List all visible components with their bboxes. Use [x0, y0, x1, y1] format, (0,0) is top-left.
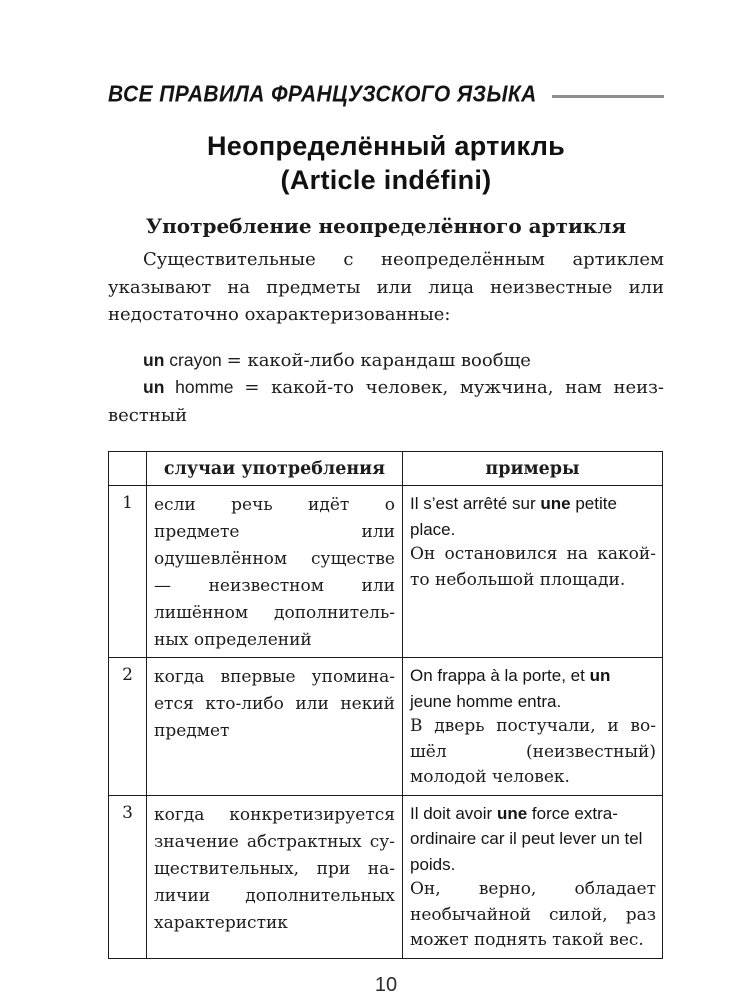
- row-number: 1: [109, 486, 147, 658]
- fr-text: jeune homme entra.: [410, 691, 562, 711]
- case-description: когда конкретизируется значение абстрактных существительных, при наличии дополнительных характеристик: [147, 795, 403, 958]
- page-header: [108, 82, 664, 108]
- article-bold: un: [143, 377, 165, 397]
- usage-table: [108, 451, 663, 959]
- fr-text: Il doit avoir: [410, 803, 497, 823]
- header-rule: [552, 95, 664, 98]
- table-row: [109, 486, 663, 658]
- page-title: [108, 129, 664, 197]
- article-bold: un: [143, 349, 165, 370]
- fr-text: petite place.: [410, 494, 617, 539]
- article-bold: une: [496, 803, 528, 823]
- french-sentence: [410, 491, 656, 542]
- russian-gloss: = какой-либо карандаш вообще: [226, 349, 531, 371]
- header-cases: случаи употребления: [147, 452, 403, 486]
- french-word: homme: [164, 377, 245, 397]
- table-header-row: [109, 452, 663, 486]
- fr-text: Il s’est arrêté sur: [410, 494, 541, 513]
- case-description: когда впервые упоминается кто-либо или некий предмет: [147, 658, 403, 796]
- french-sentence: [410, 663, 656, 714]
- row-number: 3: [109, 795, 147, 958]
- brand-text: ВСЕ ПРАВИЛА ФРАНЦУЗСКОГО ЯЗЫКА: [108, 82, 537, 107]
- intro-example-1: [108, 347, 664, 375]
- fr-text: On frappa à la porte, et: [410, 666, 590, 685]
- example-cell: [403, 795, 663, 958]
- page-number: 10: [374, 973, 398, 996]
- russian-translation: Он, верно, обладает необычайной силой, раз может поднять такой вес.: [410, 879, 656, 950]
- title-line-1: Неопределённый артикль: [206, 131, 566, 161]
- french-sentence: [410, 801, 656, 878]
- example-cell: [403, 658, 663, 796]
- header-examples: примеры: [403, 452, 663, 486]
- intro-example-2: [108, 374, 664, 429]
- header-num: [109, 452, 147, 486]
- title-line-2: (Article indéfini): [280, 165, 492, 195]
- russian-gloss: = какой-то человек, мужчина, нам неизвестный: [108, 377, 665, 426]
- table-row: [109, 658, 663, 796]
- russian-translation: В дверь постучали, и вошёл (неизвестный) молодой человек.: [410, 716, 656, 787]
- russian-translation: Он остановился на какой-то небольшой площади.: [410, 544, 656, 590]
- french-word: crayon: [164, 349, 227, 370]
- table-row: [109, 795, 663, 958]
- article-bold: un: [589, 666, 611, 685]
- section-heading: Употребление неопределённого артикля: [145, 214, 627, 238]
- intro-paragraph: Существительные с неопределённым артиклем указывают на предметы или лица неизвестные или недостаточно охарактеризованные:: [108, 249, 664, 325]
- example-cell: [403, 486, 663, 658]
- row-number: 2: [109, 658, 147, 796]
- case-description: если речь идёт о предмете или одушевлённом существе — неизвестном или лишённом дополнительных определений: [147, 486, 403, 658]
- article-bold: une: [540, 494, 571, 513]
- fr-text: force extraordinaire car il peut lever un tel poids.: [410, 803, 643, 874]
